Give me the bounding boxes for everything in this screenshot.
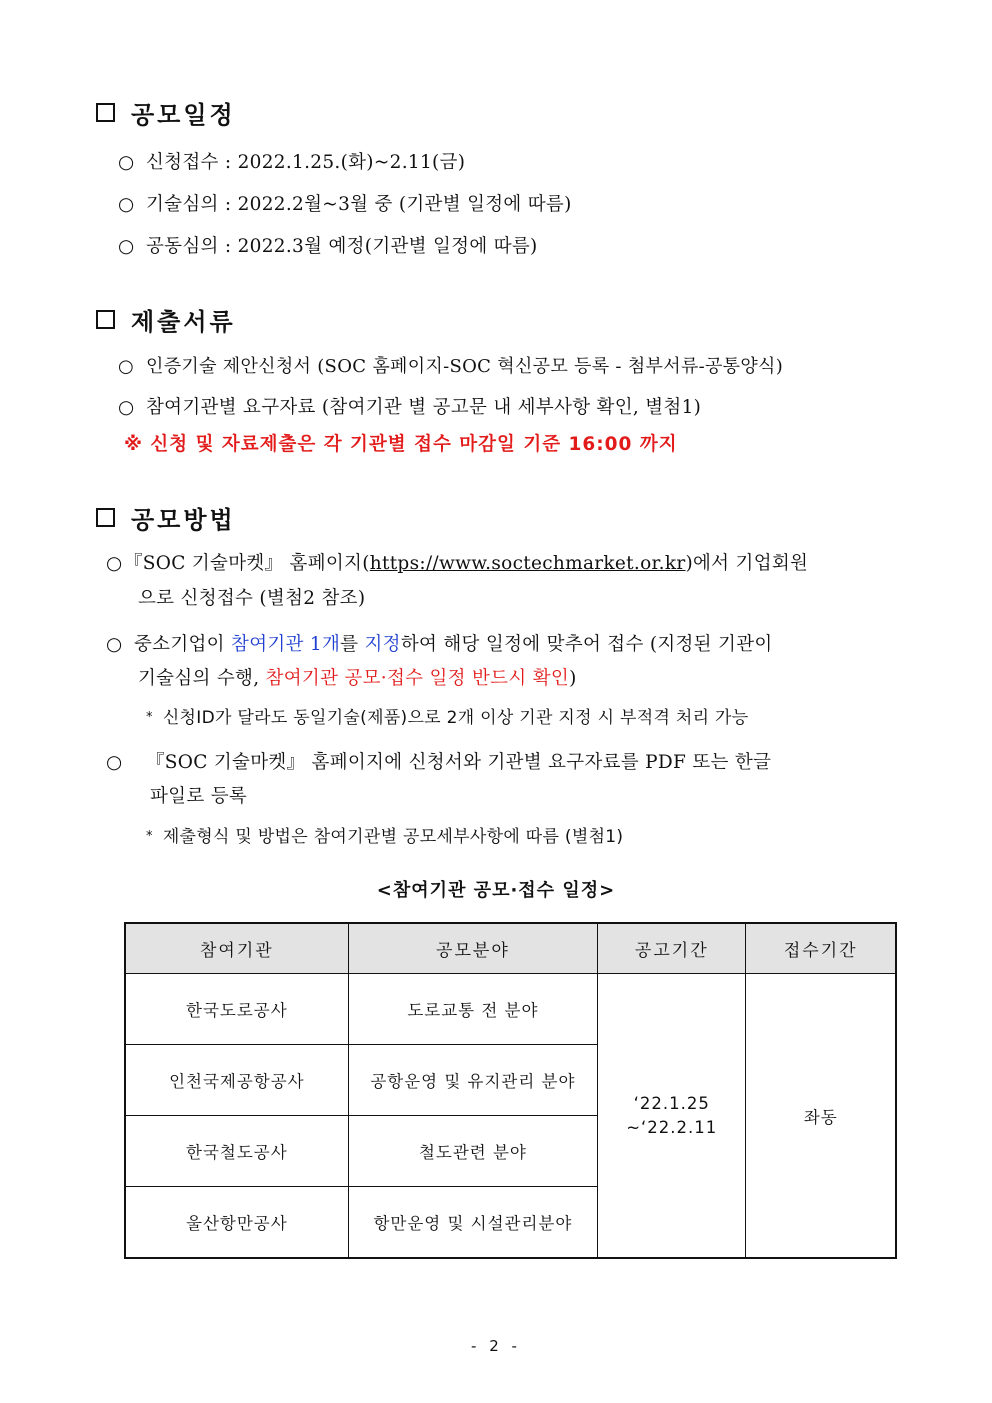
sub-note-text: 신청ID가 달라도 동일기술(제품)으로 2개 이상 기관 지정 시 부적격 처리 가능 — [162, 708, 749, 728]
circle-bullet-icon: ○ — [118, 397, 135, 418]
period-end: ~‘22.2.11 — [626, 1117, 718, 1137]
table-header-row — [125, 923, 896, 974]
circle-bullet-icon: ○ — [118, 194, 135, 215]
cell-org: 한국철도공사 — [125, 1116, 348, 1187]
method-text: 하여 해당 일정에 맞추어 접수 (지정된 기관이 — [400, 634, 773, 655]
schedule-item — [118, 190, 572, 216]
method-item-3-sub — [146, 822, 623, 847]
period-start: ‘22.1.25 — [633, 1093, 710, 1113]
circle-bullet-icon: ○ — [118, 236, 135, 257]
highlight-blue: 지정 — [364, 634, 401, 655]
method-text: 를 — [340, 634, 365, 655]
documents-item — [118, 352, 783, 378]
circle-bullet-icon: ○ — [118, 152, 135, 173]
schedule-table — [124, 922, 897, 1259]
method-text: )에서 기업회원 — [685, 553, 809, 574]
section-heading-documents — [96, 302, 236, 337]
checkbox-square-icon — [96, 103, 115, 122]
section-title: 제출서류 — [131, 307, 236, 336]
page-number: - 2 - — [471, 1337, 521, 1355]
cell-field: 공항운영 및 유지관리 분야 — [348, 1045, 597, 1116]
schedule-item-text: 공동심의 : 2022.3월 예정(기관별 일정에 따름) — [146, 236, 538, 257]
table-row — [125, 974, 896, 1045]
cell-announce-period — [598, 974, 746, 1259]
cell-org: 울산항만공사 — [125, 1187, 348, 1259]
method-item-1 — [106, 549, 808, 575]
method-text: 『SOC 기술마켓』 홈페이지( — [124, 553, 370, 574]
method-item-3 — [106, 748, 771, 774]
method-item-2 — [106, 630, 773, 656]
documents-item-text: 인증기술 제안신청서 (SOC 홈페이지-SOC 혁신공모 등록 - 첨부서류-공통양식) — [146, 356, 784, 377]
header-announce-period: 공고기간 — [598, 923, 746, 974]
documents-item-text: 참여기관별 요구자료 (참여기관 별 공고문 내 세부사항 확인, 별첨1) — [146, 397, 702, 418]
cell-reception-period: 좌동 — [746, 974, 896, 1259]
section-title: 공모방법 — [131, 505, 236, 534]
method-text: 기술심의 수행, — [138, 668, 266, 689]
method-text: ) — [569, 668, 577, 689]
method-item-2-sub — [146, 703, 748, 728]
sub-note-text: 제출형식 및 방법은 참여기관별 공모세부사항에 따름 (별첨1) — [162, 827, 624, 847]
highlight-blue: 참여기관 1개 — [231, 634, 341, 655]
method-text: 중소기업이 — [134, 634, 232, 655]
soctechmarket-link[interactable]: https://www.soctechmarket.or.kr — [369, 553, 686, 574]
section-heading-method — [96, 500, 236, 535]
circle-bullet-icon: ○ — [106, 553, 123, 574]
method-text: 『SOC 기술마켓』 홈페이지에 신청서와 기관별 요구자료를 PDF 또는 한글 — [146, 752, 772, 773]
checkbox-square-icon — [96, 508, 115, 527]
header-reception-period: 접수기간 — [746, 923, 896, 974]
deadline-note: ※ 신청 및 자료제출은 각 기관별 접수 마감일 기준 16:00 까지 — [124, 434, 678, 455]
schedule-item — [118, 232, 538, 258]
header-field: 공모분야 — [348, 923, 597, 974]
circle-bullet-icon: ○ — [118, 356, 135, 377]
schedule-item-text: 신청접수 : 2022.1.25.(화)~2.11(금) — [146, 152, 466, 173]
header-org: 참여기관 — [125, 923, 348, 974]
method-item-2-line2 — [138, 664, 577, 690]
highlight-red: 참여기관 공모·접수 일정 반드시 확인 — [265, 668, 570, 689]
documents-item — [118, 393, 701, 419]
cell-field: 항만운영 및 시설관리분야 — [348, 1187, 597, 1259]
section-title: 공모일정 — [131, 100, 236, 129]
circle-bullet-icon: ○ — [106, 752, 123, 773]
asterisk-icon: * — [146, 829, 153, 844]
asterisk-icon: * — [146, 710, 153, 725]
checkbox-square-icon — [96, 310, 115, 329]
cell-field: 도로교통 전 분야 — [348, 974, 597, 1045]
cell-org: 인천국제공항공사 — [125, 1045, 348, 1116]
schedule-item — [118, 148, 465, 174]
cell-field: 철도관련 분야 — [348, 1116, 597, 1187]
method-item-3-line2: 파일로 등록 — [150, 786, 248, 807]
section-heading-schedule — [96, 95, 236, 130]
schedule-item-text: 기술심의 : 2022.2월~3월 중 (기관별 일정에 따름) — [146, 194, 572, 215]
circle-bullet-icon: ○ — [106, 634, 123, 655]
method-item-1-line2: 으로 신청접수 (별첨2 참조) — [138, 588, 366, 609]
cell-org: 한국도로공사 — [125, 974, 348, 1045]
table-caption: <참여기관 공모·접수 일정> — [376, 880, 616, 901]
